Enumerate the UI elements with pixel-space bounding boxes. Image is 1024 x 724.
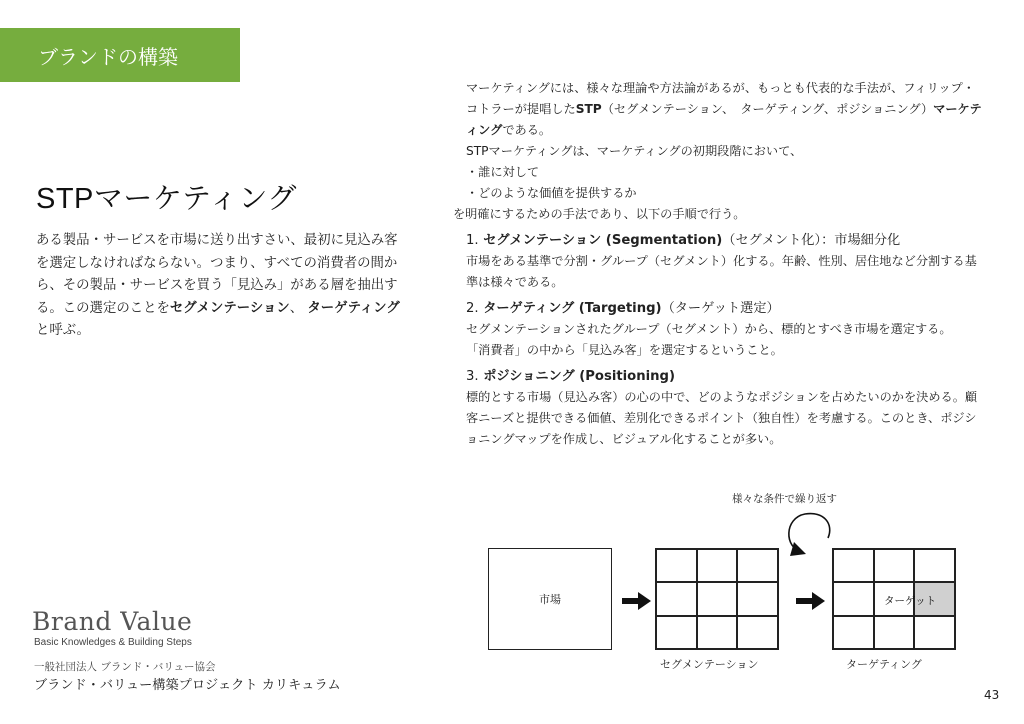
page-title: STPマーケティング <box>36 183 297 215</box>
intro-marketing: マーケティング <box>466 102 982 137</box>
page-number: 43 <box>984 688 1000 702</box>
grid-cell <box>697 616 738 649</box>
grid-cell <box>656 616 697 649</box>
brand-subtitle: Basic Knowledges & Building Steps <box>34 637 192 648</box>
arrow-right-icon <box>622 591 652 611</box>
left-sep: 、 <box>289 300 308 316</box>
intro-line-3: ・誰に対して <box>466 165 540 179</box>
intro-line-5: を明確にするための手法であり、以下の手順で行う。 <box>453 207 746 221</box>
step-2-heading <box>453 298 983 319</box>
right-column <box>453 78 983 450</box>
repeat-label: 様々な条件で繰り返す <box>732 493 837 505</box>
term-segmentation: セグメンテーション <box>169 300 290 316</box>
intro-paragraph <box>453 78 983 141</box>
targeting-caption: ターゲティング <box>846 658 922 671</box>
grid-cell <box>874 616 915 649</box>
step-2-title: ターゲティング (Targeting) <box>483 301 662 316</box>
grid-cell <box>697 549 738 582</box>
grid-cell <box>833 616 874 649</box>
step-2-body-2: 「消費者」の中から「見込み客」を選定するということ。 <box>466 343 783 357</box>
step-3-number: 3. <box>466 369 479 384</box>
curriculum-title: ブランド・バリュー構築プロジェクト カリキュラム <box>34 678 341 693</box>
grid-cell <box>737 549 778 582</box>
step-2-number: 2. <box>466 301 479 316</box>
brand-logo: Brand Value <box>32 607 193 636</box>
grid-cell <box>914 616 955 649</box>
step-3-title: ポジショニング (Positioning) <box>483 369 676 384</box>
grid-cell <box>874 549 915 582</box>
segmentation-caption: セグメンテーション <box>660 658 759 671</box>
segmentation-grid <box>655 548 779 650</box>
step-1-body: 市場をある基準で分割・グループ（セグメント）化する。年齢、性別、居住地など分割する基準は様々である。 <box>466 254 977 289</box>
step-1-note: （セグメント化）：市場細分化 <box>722 233 901 248</box>
intro-text-e: である。 <box>502 123 552 137</box>
repeat-loop-arrow-icon <box>780 508 840 558</box>
left-description <box>36 230 406 343</box>
intro-stp: STP <box>575 102 602 116</box>
grid-cell <box>656 582 697 615</box>
grid-cell <box>656 549 697 582</box>
step-2-note: （ターゲット選定） <box>661 301 780 316</box>
left-tail: と呼ぶ。 <box>36 323 90 338</box>
intro-line-4: ・どのような価値を提供するか <box>466 186 637 200</box>
grid-cell <box>833 549 874 582</box>
step-1-heading <box>453 230 983 251</box>
section-title: ブランドの構築 <box>38 44 178 69</box>
grid-cell <box>737 616 778 649</box>
left-body-text: ある製品・サービスを市場に送り出すさい、最初に見込み客を選定しなければならない。つまり、すべての消費者の間から、その製品・サービスを買う「見込み」がある層を抽出する。この選定のことを <box>36 233 398 316</box>
step-3-heading <box>453 366 983 387</box>
grid-cell <box>737 582 778 615</box>
organization-name: 一般社団法人 ブランド・バリュー協会 <box>34 661 216 673</box>
intro-line-2: STPマーケティングは、マーケティングの初期段階において、 <box>466 144 803 158</box>
arrow-right-icon <box>796 591 826 611</box>
step-1-number: 1. <box>466 233 479 248</box>
intro-text-a: マーケティングには、様々な理論や方法論があるが、もっとも代表的な手法が、フィリップ・コトラーが提唱した <box>466 81 975 116</box>
step-1-title: セグメンテーション (Segmentation) <box>483 233 723 248</box>
target-cell-label: ターゲット <box>884 595 937 607</box>
grid-cell <box>697 582 738 615</box>
term-targeting: ターゲティング <box>307 300 400 316</box>
step-2-body-1: セグメンテーションされたグループ（セグメント）から、標的とすべき市場を選定する。 <box>466 322 952 336</box>
intro-text-c: （セグメンテーション、 ターゲティング、ポジショニング） <box>601 102 934 116</box>
grid-cell <box>833 582 874 615</box>
section-header <box>0 28 240 82</box>
step-3-body: 標的とする市場（見込み客）の心の中で、どのようなポジションを占めたいのかを決める。顧客ニーズと提供できる価値、差別化できるポイント（独自性）を考慮する。このとき、ポジショニングマップを作成し、ビジュアル化することが多い。 <box>466 390 978 446</box>
grid-cell <box>914 549 955 582</box>
market-label: 市場 <box>539 593 561 606</box>
market-box <box>488 548 612 650</box>
